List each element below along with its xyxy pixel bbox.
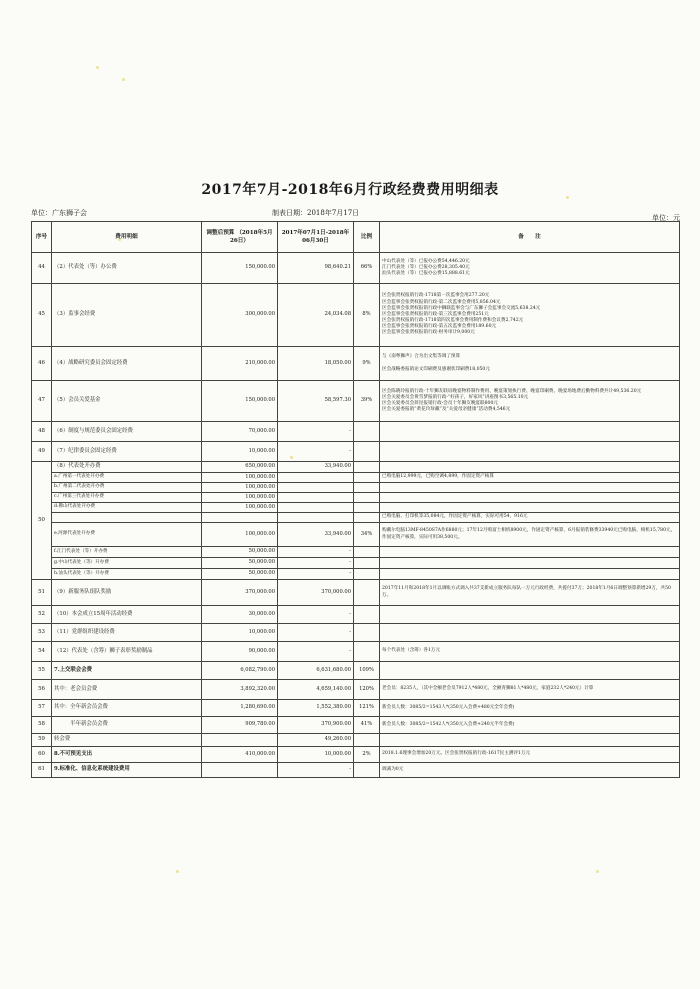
group-sub-row [32, 513, 680, 523]
row-item: （4）战略研究委员会固定经费 [52, 347, 202, 381]
row-budget: 150,000.00 [202, 253, 278, 284]
row-seq: 48 [32, 422, 52, 442]
row-ratio [354, 493, 380, 503]
row-budget [202, 734, 278, 747]
row-notes [380, 253, 680, 284]
row-notes [380, 700, 680, 717]
row-actual: 98,640.21 [278, 253, 354, 284]
row-seq: 49 [32, 442, 52, 462]
row-seq: 53 [32, 624, 52, 642]
note-line: 区会张贤权报销行政-1718第四次监事会费用制作费和会议费2,742元 [382, 318, 524, 324]
row-seq: 56 [32, 680, 52, 700]
row-item: （12）代表处（含筹）狮子表彰奖励制品 [52, 642, 202, 662]
row-ratio [354, 580, 380, 606]
row-ratio: 66% [354, 253, 380, 284]
table-row [32, 747, 680, 763]
group-sub-row [32, 523, 680, 547]
row-notes [380, 642, 680, 662]
row-item: e.河源代表处开办费 [52, 523, 202, 547]
row-seq: 55 [32, 662, 52, 680]
note-line: 区会张贤权报销行政-1718第一次监事会用277.20元 [382, 293, 490, 299]
row-actual: - [278, 442, 354, 462]
table-row [32, 624, 680, 642]
group-sub-row [32, 473, 680, 483]
row-budget: 50,000.00 [202, 547, 278, 558]
row-ratio [354, 422, 380, 442]
group-sub-row [32, 483, 680, 493]
row-item [52, 513, 202, 523]
table-row [32, 606, 680, 624]
money-unit: 单位：元 [652, 214, 680, 222]
row-ratio [354, 624, 380, 642]
row-actual: 4,659,140.00 [278, 680, 354, 700]
row-notes [380, 717, 680, 734]
row-seq: 45 [32, 284, 52, 347]
group-sub-row [32, 558, 680, 569]
row-ratio [354, 473, 380, 483]
row-ratio: 41% [354, 717, 380, 734]
note-line: 每个代表处（含筹）各1万元 [382, 648, 441, 654]
row-item: c.广州第三代表处开办费 [52, 493, 202, 503]
table-row [32, 680, 680, 700]
header-ratio: 比例 [354, 222, 380, 253]
table-row [32, 381, 680, 422]
note-line: 与《南粤狮声》合为出文集等调了预算 [382, 354, 461, 360]
row-ratio [354, 734, 380, 747]
row-actual: 370,000.00 [278, 580, 354, 606]
row-item: b.广州第二代表处开办费 [52, 483, 202, 493]
row-budget: 6,082,790.00 [202, 662, 278, 680]
row-notes [380, 734, 680, 747]
row-item: 8.不可预见支出 [52, 747, 202, 763]
row-notes [380, 462, 680, 473]
note-line: 老会员：8235人，（其中全额老会员7912人*480元，全额青狮81人*480元，家庭232人*240元）计算 [382, 686, 594, 692]
row-budget: 150,000.00 [202, 381, 278, 422]
row-actual: 18,050.00 [278, 347, 354, 381]
note-line: 区会监事会张贤权报销行政-第五次监事会费用189.60元 [382, 324, 497, 330]
row-budget: 1,280,690.00 [202, 700, 278, 717]
row-notes [380, 624, 680, 642]
row-ratio [354, 547, 380, 558]
table-row [32, 347, 680, 381]
row-budget: 70,000.00 [202, 422, 278, 442]
row-notes [380, 558, 680, 569]
row-seq: 50 [32, 462, 52, 580]
row-budget: 410,000.00 [202, 747, 278, 763]
row-item: （10）本会成立15周年活动经费 [52, 606, 202, 624]
row-notes [380, 523, 680, 547]
scan-speck [596, 870, 599, 873]
scan-speck [96, 66, 99, 69]
note-line: 汕头代表处（等）已报办公费15,888.61元 [382, 271, 470, 277]
header-item: 费用明细 [52, 222, 202, 253]
row-item: g.中山代表处（等）开办费 [52, 558, 202, 569]
note-line: 中山代表处（等）已报办公费54,446.20元 [382, 258, 470, 264]
row-budget [202, 513, 278, 523]
row-actual: 370,900.00 [278, 717, 354, 734]
note-line: 区会战略委报销论文印刷费及感谢状印刷费18,050元 [382, 366, 490, 372]
table-row [32, 580, 680, 606]
row-budget [202, 763, 278, 778]
row-notes [380, 763, 680, 778]
group-main-row [32, 462, 680, 473]
header-row [32, 222, 680, 253]
row-item: （3）监事会经费 [52, 284, 202, 347]
row-notes [380, 493, 680, 503]
row-ratio [354, 569, 380, 580]
row-item: （8）代表处开办费 [52, 462, 202, 473]
row-notes [380, 580, 680, 606]
row-actual: - [278, 606, 354, 624]
row-item: 半年新会员会费 [52, 717, 202, 734]
row-ratio [354, 558, 380, 569]
row-notes [380, 503, 680, 513]
row-actual [278, 483, 354, 493]
row-actual: 33,940.00 [278, 523, 354, 547]
row-actual [278, 473, 354, 483]
table-row [32, 700, 680, 717]
row-seq: 61 [32, 763, 52, 778]
row-actual: - [278, 569, 354, 580]
note-line: 2018.1.6理事会增加20万元。区会张贤权报销行政-1617民主测评1万元 [382, 751, 531, 757]
row-notes [380, 284, 680, 347]
row-actual: - [278, 422, 354, 442]
row-notes [380, 483, 680, 493]
row-budget: 3,892,320.00 [202, 680, 278, 700]
row-ratio: 120% [354, 680, 380, 700]
note-line: 区会陈晓玲报销行政-十年狮友联谊晚宴物料制作费用、晚宴策划执行费、晚宴印刷费、晚宴场地费后勤物料费共计49,536.20元 [382, 388, 642, 394]
row-item: 7.上交联会会费 [52, 662, 202, 680]
row-ratio: 8% [354, 284, 380, 347]
header-budget: 调整后预算 （2018年5月26日） [202, 222, 278, 253]
row-budget: 100,000.00 [202, 493, 278, 503]
note-line: 区会监事会张贤权报销行政-第三次监事会费用251元 [382, 311, 489, 317]
group-sub-row [32, 493, 680, 503]
row-seq: 47 [32, 381, 52, 422]
row-budget: 370,000.00 [202, 580, 278, 606]
header-seq: 序号 [32, 222, 52, 253]
note-line: 区会关爱委报销“黄花玲珍藏”及“关爱母亲健康”活动费4,546元 [382, 407, 511, 413]
row-notes [380, 680, 680, 700]
scan-speck [122, 78, 125, 81]
row-actual: - [278, 763, 354, 778]
row-seq: 60 [32, 747, 52, 763]
note-line: 已购电脑、打印机等35,084元，作固定资产核算，实际可用54，916元 [382, 514, 528, 520]
row-notes [380, 747, 680, 763]
table-row [32, 662, 680, 680]
table-row [32, 253, 680, 284]
row-actual [278, 513, 354, 523]
note-line: 江门代表处（等）已报办公费28,305.40元 [382, 264, 470, 270]
note-line: 购戴尔电脑13MF-8450S7A作6880元；17年12月购富士相机8900元，作固定资产核算，6月报销装修费33940元已购电脑、相机15,780元，作固定资产核算，实际可用38,500元。 [382, 528, 676, 540]
row-seq: 52 [32, 606, 52, 624]
note-line: 区会监事会张贤权报销行政中狮联监事会与广东狮子会监事会交流5,638.24元 [382, 305, 541, 311]
header-notes: 备 注 [380, 222, 680, 253]
row-budget: 30,000.00 [202, 606, 278, 624]
page-title: 2017年7月-2018年6月行政经费费用明细表 [201, 182, 499, 198]
row-actual: 1,552,380.00 [278, 700, 354, 717]
group-sub-row [32, 503, 680, 513]
row-item: （9）新服务队组队奖励 [52, 580, 202, 606]
note-line: 新会员人数：3085/2=1543人*(350元入会费+480元全年会费) [382, 704, 515, 710]
row-ratio: 2% [354, 747, 380, 763]
row-ratio [354, 606, 380, 624]
row-budget: 100,000.00 [202, 503, 278, 513]
row-notes [380, 473, 680, 483]
row-ratio: 121% [354, 700, 380, 717]
row-budget: 909,780.00 [202, 717, 278, 734]
row-budget: 100,000.00 [202, 483, 278, 493]
row-ratio [354, 503, 380, 513]
row-seq: 57 [32, 700, 52, 717]
row-budget: 10,000.00 [202, 624, 278, 642]
table-row [32, 642, 680, 662]
row-actual: 24,034.08 [278, 284, 354, 347]
row-budget: 210,000.00 [202, 347, 278, 381]
made-date: 制表日期：2018年7月17日 [272, 209, 360, 217]
table-row [32, 717, 680, 734]
row-item: （2）代表处（等）办公费 [52, 253, 202, 284]
row-notes [380, 547, 680, 558]
row-item: 9.标准化、信息化系统建设费用 [52, 763, 202, 778]
row-ratio [354, 513, 380, 523]
table-row [32, 734, 680, 747]
note-line: 区会监事会张贤权报销行政-财务审计9,000元 [382, 330, 475, 336]
note-line: 区会关爱委员会蒋昆报销行政-会员十年狮友晚宴联800元 [382, 401, 498, 406]
row-actual: 33,940.00 [278, 462, 354, 473]
note-line: 新会员人数：3085/2=1542人*(350元入会费+240元半年会费) [382, 721, 515, 727]
row-ratio: 9% [354, 347, 380, 381]
row-actual: 49,260.00 [278, 734, 354, 747]
row-item: d.佛山代表处开办费 [52, 503, 202, 513]
row-item: f.江门代表处（等）开办费 [52, 547, 202, 558]
note-line: 区会监事会张贤权报销行政-第二次监事会费用5,856.04元 [382, 299, 501, 305]
row-ratio [354, 763, 380, 778]
row-seq: 59 [32, 734, 52, 747]
row-item: （11）党群组织建设经费 [52, 624, 202, 642]
table-row [32, 763, 680, 778]
row-item: （6）制度与规范委员会固定经费 [52, 422, 202, 442]
scan-speck [176, 870, 179, 873]
group-sub-row [32, 569, 680, 580]
row-seq: 46 [32, 347, 52, 381]
row-budget: 300,000.00 [202, 284, 278, 347]
organization-unit: 单位：广东狮子会 [31, 209, 87, 217]
row-actual: 6,631,680.00 [278, 662, 354, 680]
row-seq: 51 [32, 580, 52, 606]
row-budget: 90,000.00 [202, 642, 278, 662]
row-seq: 44 [32, 253, 52, 284]
row-actual: 10,000.00 [278, 747, 354, 763]
row-ratio [354, 642, 380, 662]
row-actual: - [278, 624, 354, 642]
row-actual [278, 493, 354, 503]
row-notes [380, 513, 680, 523]
row-budget: 10,000.00 [202, 442, 278, 462]
note-line: 2017年11月和2018年1月以调账方式调入共37支新成立服务队每队一万元行政经费，共拨付37万；2018年1月6日调整预算新增29万，共50万。 [382, 586, 671, 598]
row-notes [380, 442, 680, 462]
row-ratio: 34% [354, 523, 380, 547]
row-actual [278, 503, 354, 513]
table-row [32, 422, 680, 442]
row-budget: 50,000.00 [202, 569, 278, 580]
expense-table [31, 221, 680, 778]
row-item: 其中：老会员会费 [52, 680, 202, 700]
row-notes [380, 606, 680, 624]
row-ratio: 109% [354, 662, 380, 680]
row-item: 转会费 [52, 734, 202, 747]
row-ratio: 39% [354, 381, 380, 422]
note-line: 调减为0元 [382, 766, 404, 772]
note-line: 区会关爱委员会黄雪梦报销行政-“好孩子，好家风”讲座图书3,565.10元 [382, 394, 529, 400]
row-actual: - [278, 558, 354, 569]
row-budget: 100,000.00 [202, 523, 278, 547]
row-notes [380, 662, 680, 680]
row-item: 其中：全年新会员会费 [52, 700, 202, 717]
row-item: h.汕头代表处（等）开办费 [52, 569, 202, 580]
row-actual: 58,597.30 [278, 381, 354, 422]
row-item: （7）纪律委员会固定经费 [52, 442, 202, 462]
note-line: 已购电脑12,999元，已购空调4,899，作固定资产核算 [382, 474, 494, 480]
row-actual: - [278, 642, 354, 662]
row-budget: 50,000.00 [202, 558, 278, 569]
row-notes [380, 422, 680, 442]
row-notes [380, 569, 680, 580]
row-actual: - [278, 547, 354, 558]
group-sub-row [32, 547, 680, 558]
header-actual: 2017年07月1日-2018年06月30日 [278, 222, 354, 253]
row-ratio [354, 442, 380, 462]
row-item: （5）会员关爱基金 [52, 381, 202, 422]
table-row [32, 442, 680, 462]
row-item: a.广州第一代表处开办费 [52, 473, 202, 483]
row-notes [380, 381, 680, 422]
row-ratio [354, 483, 380, 493]
table-row [32, 284, 680, 347]
row-seq: 58 [32, 717, 52, 734]
row-notes [380, 347, 680, 381]
row-budget: 650,000.00 [202, 462, 278, 473]
row-budget: 100,000.00 [202, 473, 278, 483]
row-seq: 54 [32, 642, 52, 662]
row-ratio [354, 462, 380, 473]
